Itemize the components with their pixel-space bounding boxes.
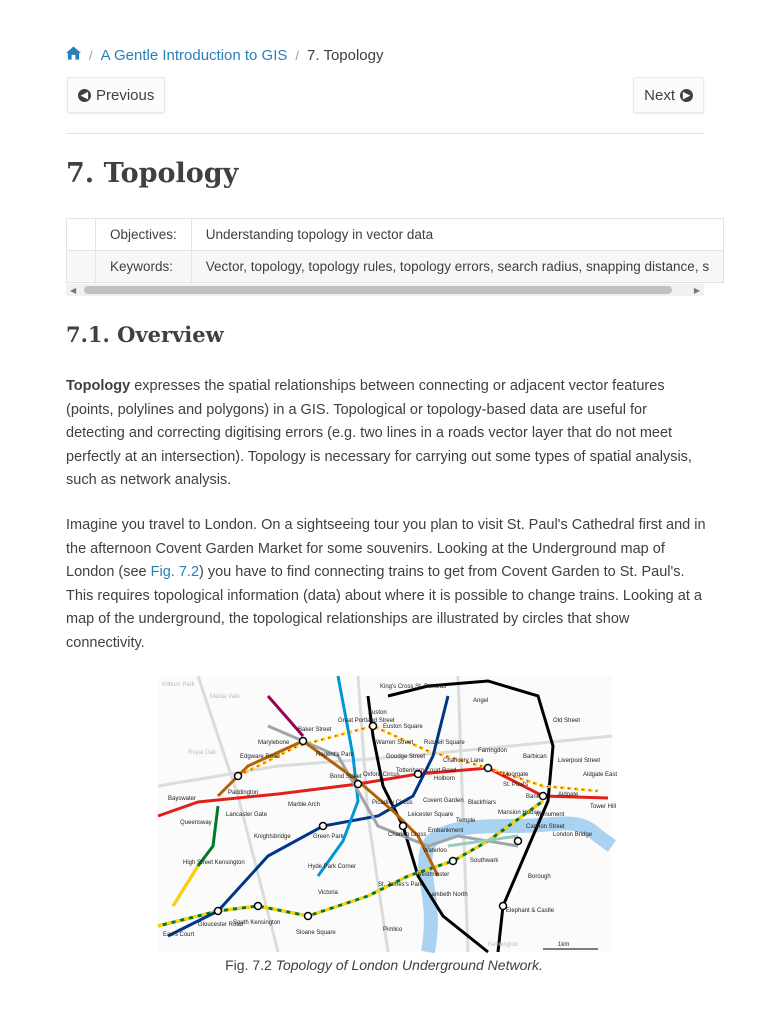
station-marker [450, 858, 457, 865]
figure-caption-text: Topology of London Underground Network. [275, 957, 543, 973]
station-label: Euston [368, 710, 387, 716]
station-label: Regent's Park [316, 752, 354, 758]
next-button[interactable] [633, 77, 704, 113]
station-label: Borough [528, 874, 551, 880]
station-label: Temple [456, 818, 476, 824]
station-label: Aldgate [558, 792, 579, 798]
station-label: Lancaster Gate [226, 812, 268, 818]
london-paragraph: Imagine you travel to London. On a sightseeing tour you plan to visit St. Paul's Cathedral first and in the afternoon Covent Garden Market for some souvenirs. Looking at the Underground map of London (see Fig. 7.2) you have to find connecting trains to get from Covent Garden to St. Paul's. This requires topological information (data) about where it is possible to change trains. Looking at a map of the underground, the topological relationships are illustrated by circles that show connectivity. [66, 517, 706, 651]
station-marker [215, 908, 222, 915]
divider [66, 133, 704, 134]
underground-map-figure [158, 676, 618, 952]
scroll-right-icon[interactable]: ▶ [693, 286, 700, 295]
station-label: Sloane Square [296, 930, 336, 936]
station-label: Lambeth North [428, 892, 468, 898]
station-label: Hyde Park Corner [308, 864, 357, 870]
station-label: Warren Street [376, 740, 414, 746]
figure-caption [0, 957, 768, 973]
station-label: Farringdon [478, 748, 508, 754]
overview-paragraph: Topology expresses the spatial relationships between connecting or adjacent vector features (points, polylines and polygons) in a GIS. Topological or topology-based data are useful for detecting and correcting digitising errors (e.g. two lines in a roads vector layer that do not meet perfectly at an intersection). Topology is necessary for carrying out some types of spatial analysis, such as network analysis. [66, 378, 692, 488]
breadcrumb-separator: / [295, 47, 300, 63]
horizontal-scrollbar[interactable] [66, 284, 704, 296]
breadcrumb-parent-link[interactable]: A Gentle Introduction to GIS [100, 46, 288, 64]
station-label: Angel [473, 698, 489, 704]
station-label: South Kensington [233, 920, 281, 926]
station-label: Holborn [434, 776, 456, 782]
station-label: Goodge Street [386, 754, 426, 760]
station-marker [400, 823, 407, 830]
station-label: Picadilly Circus [372, 800, 413, 806]
station-label: St. Paul's [503, 782, 529, 788]
station-label: Leicester Square [408, 812, 454, 818]
station-marker [320, 823, 327, 830]
station-label: Southwark [470, 858, 499, 864]
station-label: London Bridge [553, 832, 593, 838]
station-label: Russell Square [424, 740, 465, 746]
station-marker [255, 903, 262, 910]
station-label: Monument [536, 812, 565, 818]
station-label: Gloucester Road [198, 922, 244, 928]
station-label: Bayswater [168, 796, 197, 802]
station-label: Charing Cross [388, 832, 427, 838]
breadcrumb-current: 7. Topology [307, 46, 384, 64]
breadcrumb-separator: / [89, 47, 93, 63]
keywords-value: Vector, topology, topology rules, topology errors, search radius, snapping distance, s [191, 251, 723, 283]
scrollbar-thumb[interactable] [84, 286, 672, 294]
station-label: Tottenham Court Road [396, 768, 457, 774]
keywords-label: Keywords: [96, 251, 192, 283]
station-label: High Street Kensington [183, 860, 245, 866]
figure-link[interactable]: Fig. 7.2 [150, 564, 200, 580]
station-label: Embankment [428, 828, 464, 834]
station-label: Chancery Lane [443, 758, 484, 764]
station-label: Bond Street [330, 774, 362, 780]
section-title: 7.1. Overview [66, 322, 224, 347]
home-icon [66, 46, 81, 60]
station-label: Moorgate [503, 772, 529, 778]
objectives-label: Objectives: [96, 219, 192, 251]
station-label: Knightsbridge [254, 834, 291, 840]
station-label: Blackfriars [468, 800, 497, 806]
station-label: Queensway [180, 820, 212, 826]
table-row [67, 219, 724, 251]
station-label: Paddington [228, 790, 259, 796]
station-label: Edgware Road [240, 754, 280, 760]
station-label: Royal Oak [188, 750, 217, 756]
station-label: Tower Hill [590, 804, 617, 810]
station-label: Marylebone [258, 740, 290, 746]
figure-number: Fig. 7.2 [225, 957, 272, 973]
breadcrumb [66, 46, 383, 64]
station-label: St. James's Park [378, 882, 423, 888]
station-label: King's Cross St. Pancras [380, 684, 447, 690]
home-link[interactable] [66, 46, 81, 64]
station-marker [540, 793, 547, 800]
station-label: Mansion House [498, 810, 540, 816]
station-label: Old Street [553, 718, 581, 724]
station-label: Marble Arch [288, 802, 321, 808]
station-label: Liverpool Street [558, 758, 601, 764]
station-label: Aldgate East [583, 772, 618, 778]
station-label: Barbican [523, 754, 547, 760]
scale-label: 1km [558, 942, 570, 948]
station-label: Westminster [416, 872, 450, 878]
objectives-value: Understanding topology in vector data [191, 219, 723, 251]
station-marker [300, 738, 307, 745]
station-label: Euston Square [383, 724, 423, 730]
station-marker [485, 765, 492, 772]
station-label: Maida Vale [210, 694, 240, 700]
station-label: Bank [526, 794, 540, 800]
station-label: Earl's Court [163, 932, 195, 938]
station-marker [235, 773, 242, 780]
station-label: Great Portland Street [338, 718, 395, 724]
station-label: Covent Garden [423, 798, 464, 804]
station-label: Victoria [318, 890, 338, 896]
underground-map [158, 676, 618, 952]
station-marker [305, 913, 312, 920]
station-label: Green Park [313, 834, 344, 840]
station-marker [355, 781, 362, 788]
station-label: Kilburn Park [162, 682, 195, 688]
arrow-right-circle-icon: ▶ [680, 89, 693, 102]
table-row [67, 251, 724, 283]
station-label: Cannon Street [526, 824, 565, 830]
topology-term: Topology [66, 378, 131, 394]
station-label: Oxford Circus [363, 772, 400, 778]
previous-button[interactable] [67, 77, 165, 113]
station-label: Elephant & Castle [506, 908, 555, 914]
station-marker [515, 838, 522, 845]
station-label: Pimlico [383, 927, 403, 933]
station-label: Waterloo [423, 848, 447, 854]
arrow-left-circle-icon: ◀ [78, 89, 91, 102]
page-title: 7. Topology [66, 158, 239, 189]
station-label: Kennington [488, 942, 519, 948]
scroll-left-icon[interactable]: ◀ [70, 286, 77, 295]
next-label: Next [644, 86, 675, 104]
previous-label: Previous [96, 86, 155, 104]
station-label: Baker Street [298, 727, 332, 733]
meta-table [66, 218, 724, 283]
